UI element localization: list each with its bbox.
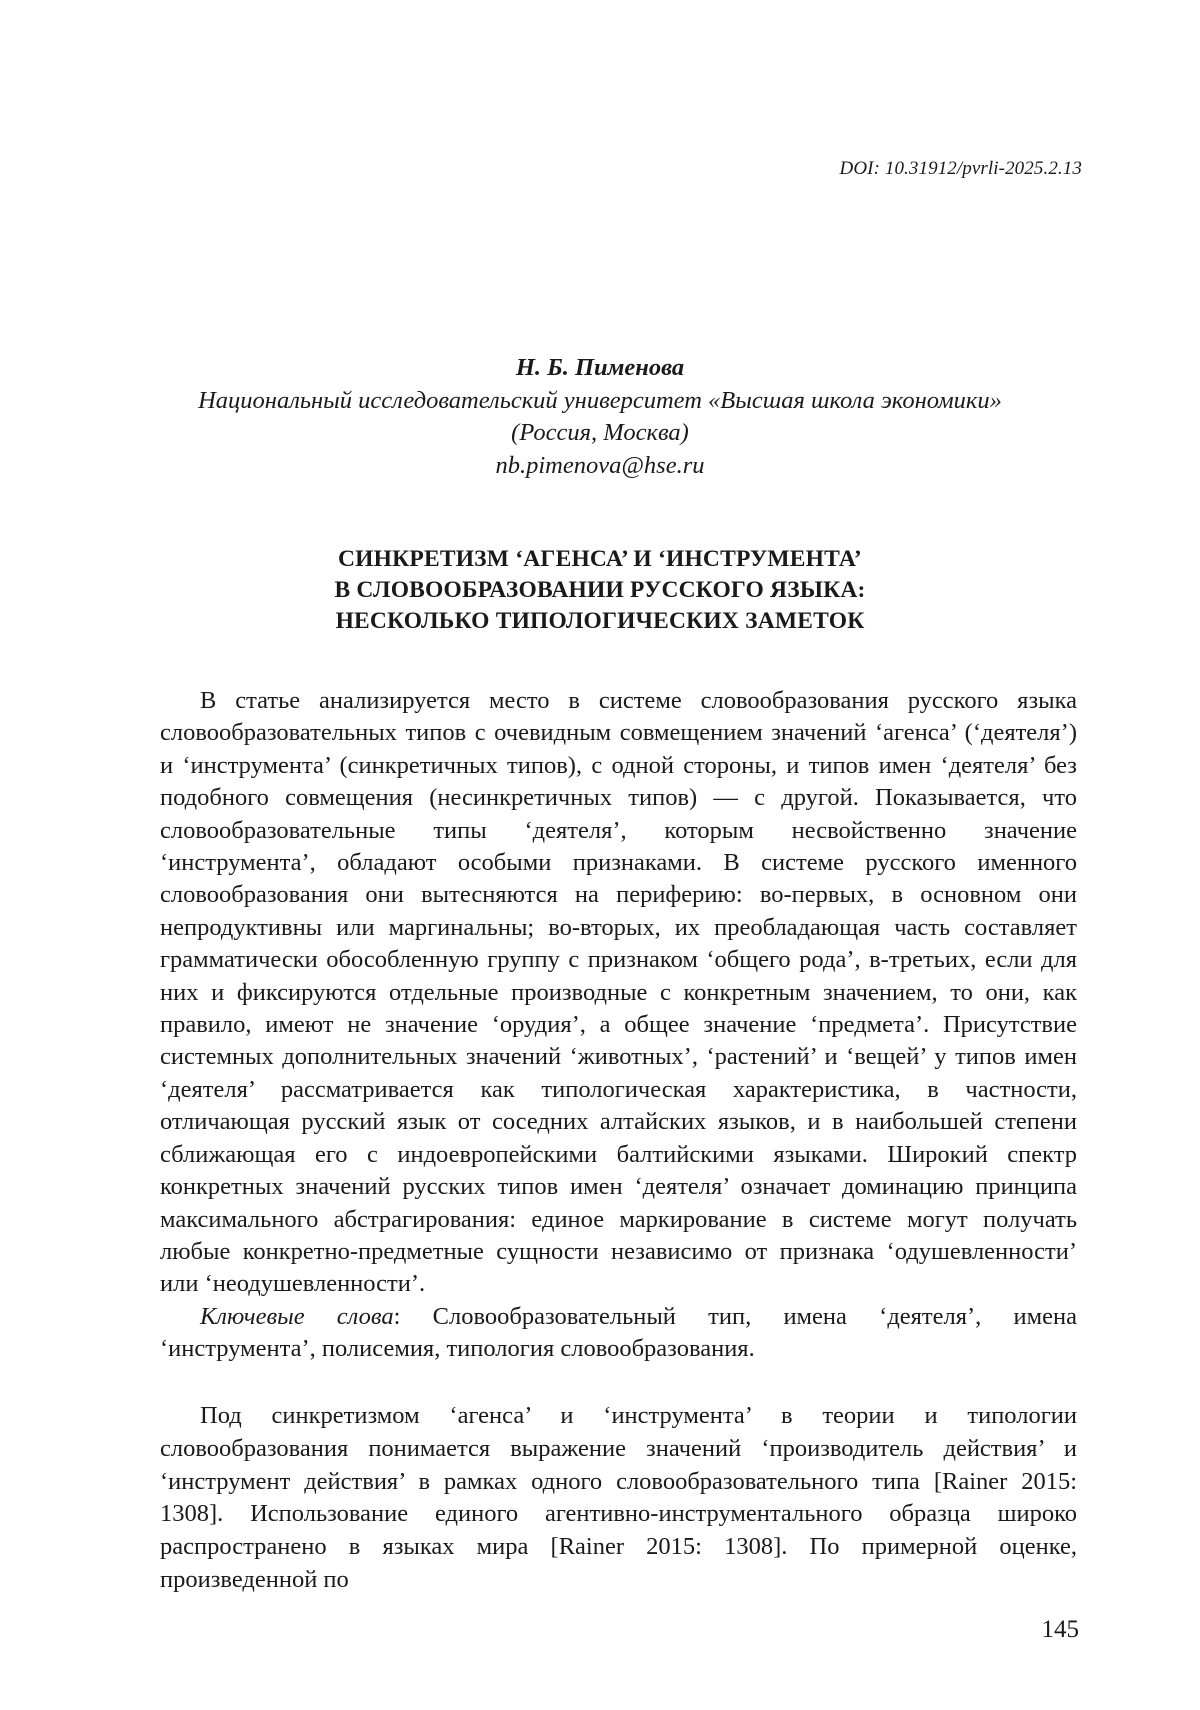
author-name: Н. Б. Пименова [515, 354, 685, 381]
keywords-label: Ключевые слова [200, 1302, 394, 1330]
title-line-3: НЕСКОЛЬКО ТИПОЛОГИЧЕСКИХ ЗАМЕТОК [335, 608, 865, 634]
abstract-text: В статье анализируется место в системе словообразования русского языка словообразовательных типов с очевидным совмещением значений ‘агенса’ (‘деятеля’) и ‘инструмента’ (синкретичных типов), с одной стороны, и типов имен ‘деятеля’ без подобного совмещения (несинкретичных типов) — с другой. Показывается, что словообразовательные типы ‘деятеля’, которым несвойственно значение ‘инструмента’, обладают особыми признаками. В системе русского именного словообразования они вытесняются на периферию: во-первых, в основном они непродуктивны или маргинальны; во-вторых, их преобладающая часть составляет грамматически обособленную группу с признаком ‘общего рода’, в-третьих, если для них и фиксируются отдельные производные с конкретным значением, то они, как правило, имеют не значение ‘орудия’, а общее значение ‘предмета’. Присутствие системных дополнительных значений ‘животных’, ‘растений’ и ‘вещей’ у типов имен ‘деятеля’ рассматривается как типологическая характеристика, в частности, отличающая русский язык от соседних алтайских языков, и в наибольшей степени сближающая его с индоевропейскими балтийскими языками. Широкий спектр конкретных значений русских типов имен ‘деятеля’ означает доминацию принципа максимального абстрагирования: единое маркирование в системе могут получать любые конкретно-предметные сущности независимо от признака ‘одушевленности’ или ‘неодушевленности’. [160, 687, 1077, 1298]
body-paragraph-1: Под синкретизмом ‘агенса’ и ‘инструмента’ в теории и типологии словообразования понимается выражение значений ‘производитель действия’ и ‘инструмент действия’ в рамках одного словообразовательного типа [Rainer 2015: 1308]. Использование единого агентивно-инструментального образца широко распространено в языках мира [Rainer 2015: 1308]. По примерной оценке, произведенной по [160, 1402, 1077, 1593]
title-line-1: СИНКРЕТИЗМ ‘АГЕНСА’ И ‘ИНСТРУМЕНТА’ [338, 546, 862, 572]
author-affiliation: Национальный исследовательский университет «Высшая школа экономики» [198, 386, 1002, 414]
author-email: nb.pimenova@hse.ru [495, 451, 705, 479]
doi-label: DOI: 10.31912/pvrli-2025.2.13 [839, 158, 1082, 179]
abstract [160, 685, 1077, 1366]
page-number: 145 [1041, 1616, 1079, 1643]
author-location: (Россия, Москва) [511, 419, 689, 446]
body-text [160, 1400, 1077, 1597]
keywords-text: : Словообразовательный тип, имена ‘деятеля’, имена ‘инструмента’, полисемия, типология словообразования. [160, 1302, 1077, 1363]
author-block [0, 352, 1200, 482]
keywords [160, 1301, 1077, 1366]
article-title [0, 544, 1200, 637]
title-line-2: В СЛОВООБРАЗОВАНИИ РУССКОГО ЯЗЫКА: [334, 577, 866, 603]
